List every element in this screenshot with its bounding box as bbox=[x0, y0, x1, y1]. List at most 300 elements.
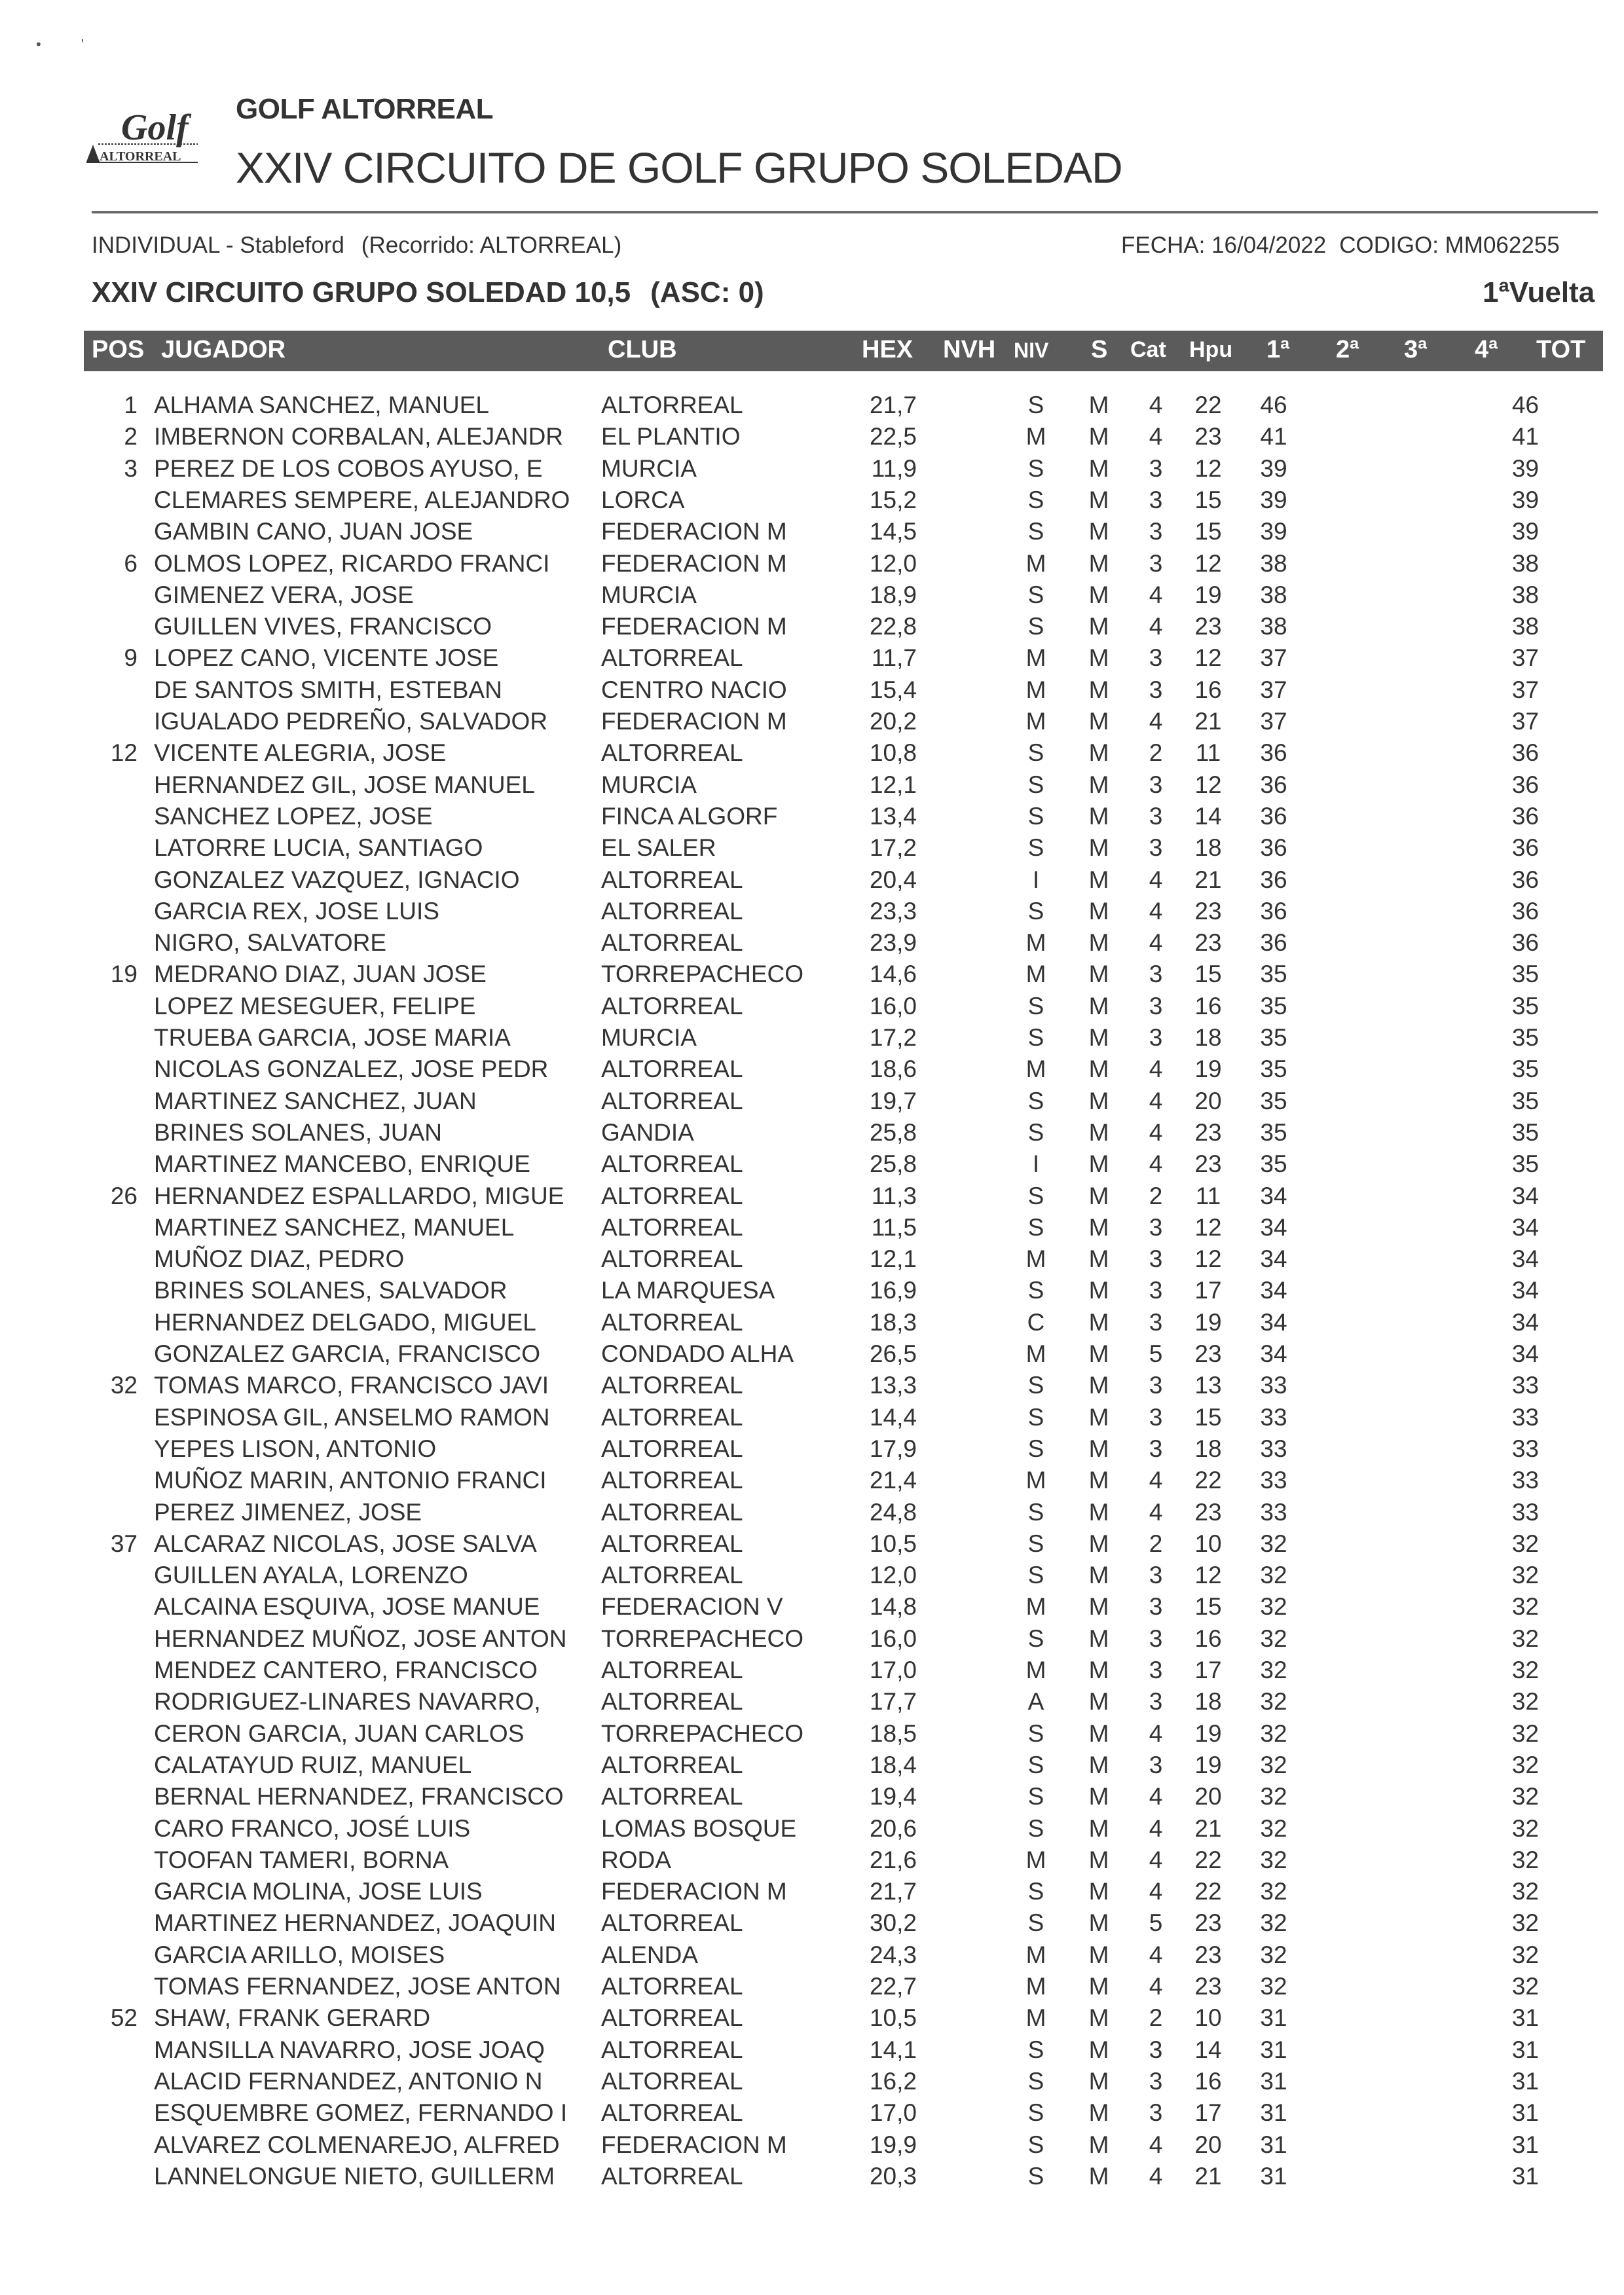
category: 3 bbox=[1149, 1245, 1163, 1273]
playing-handicap: 16 bbox=[1194, 992, 1222, 1019]
player-club: ALTORREAL bbox=[601, 644, 743, 672]
playing-handicap: 17 bbox=[1194, 1277, 1222, 1304]
handicap-exact: 10,5 bbox=[869, 2004, 917, 2032]
round-1-score: 33 bbox=[1260, 1498, 1287, 1526]
sex: M bbox=[1088, 518, 1109, 545]
level: M bbox=[1025, 644, 1046, 672]
playing-handicap: 23 bbox=[1194, 1118, 1222, 1146]
playing-handicap: 12 bbox=[1194, 549, 1222, 577]
player-club: ALTORREAL bbox=[601, 1087, 743, 1114]
sex: M bbox=[1088, 929, 1109, 957]
sex: M bbox=[1088, 2099, 1109, 2127]
player-name: MARTINEZ SANCHEZ, MANUEL bbox=[154, 1213, 515, 1241]
category: 4 bbox=[1149, 1878, 1163, 1905]
table-row bbox=[0, 961, 1624, 992]
handicap-exact: 11,9 bbox=[871, 454, 917, 482]
playing-handicap: 21 bbox=[1194, 708, 1222, 735]
round-1-score: 39 bbox=[1260, 518, 1287, 545]
total-score: 32 bbox=[1511, 1878, 1539, 1905]
table-row bbox=[0, 1183, 1624, 1214]
handicap-exact: 17,9 bbox=[869, 1435, 917, 1462]
col-r1: 1ª bbox=[1266, 336, 1290, 363]
handicap-exact: 21,6 bbox=[869, 1846, 917, 1873]
player-club: ALTORREAL bbox=[601, 1403, 743, 1431]
level: S bbox=[1027, 802, 1044, 830]
sex: M bbox=[1088, 1087, 1109, 1114]
total-score: 32 bbox=[1511, 1814, 1539, 1842]
player-name: ALACID FERNANDEZ, ANTONIO N bbox=[154, 2067, 543, 2095]
playing-handicap: 18 bbox=[1194, 1688, 1222, 1716]
level: S bbox=[1027, 1751, 1044, 1778]
playing-handicap: 12 bbox=[1194, 1213, 1222, 1241]
handicap-exact: 19,9 bbox=[869, 2131, 917, 2158]
player-club: CENTRO NACIO bbox=[601, 676, 787, 703]
player-club: ALTORREAL bbox=[601, 866, 743, 893]
table-row bbox=[0, 1372, 1624, 1403]
table-row bbox=[0, 771, 1624, 803]
round-1-score: 36 bbox=[1260, 929, 1287, 957]
club-name: GOLF ALTORREAL bbox=[236, 93, 494, 125]
player-name: TRUEBA GARCIA, JOSE MARIA bbox=[154, 1024, 511, 1051]
sex: M bbox=[1088, 1150, 1109, 1178]
player-name: GAMBIN CANO, JUAN JOSE bbox=[154, 518, 473, 545]
handicap-exact: 18,6 bbox=[869, 1056, 917, 1083]
sex: M bbox=[1088, 1245, 1109, 1273]
level: S bbox=[1027, 1182, 1044, 1209]
category: 3 bbox=[1149, 454, 1163, 482]
round-1-score: 32 bbox=[1260, 1593, 1287, 1621]
level: S bbox=[1027, 1213, 1044, 1241]
table-row bbox=[0, 1119, 1624, 1150]
col-r2: 2ª bbox=[1336, 336, 1359, 363]
total-score: 34 bbox=[1511, 1277, 1539, 1304]
level: S bbox=[1027, 1530, 1044, 1557]
total-score: 36 bbox=[1511, 929, 1539, 957]
total-score: 32 bbox=[1511, 1719, 1539, 1747]
table-row bbox=[0, 1625, 1624, 1657]
player-name: GIMENEZ VERA, JOSE bbox=[154, 581, 414, 608]
playing-handicap: 23 bbox=[1194, 897, 1222, 925]
player-name: NICOLAS GONZALEZ, JOSE PEDR bbox=[154, 1056, 549, 1083]
level: S bbox=[1027, 1024, 1044, 1051]
player-club: EL PLANTIO bbox=[601, 423, 741, 450]
level: S bbox=[1027, 1403, 1044, 1431]
round-1-score: 38 bbox=[1260, 549, 1287, 577]
sex: M bbox=[1088, 1719, 1109, 1747]
playing-handicap: 22 bbox=[1194, 1846, 1222, 1873]
total-score: 33 bbox=[1511, 1403, 1539, 1431]
playing-handicap: 13 bbox=[1194, 1372, 1222, 1399]
player-club: FINCA ALGORF bbox=[601, 802, 778, 830]
sex: M bbox=[1088, 486, 1109, 513]
player-name: MARTINEZ MANCEBO, ENRIQUE bbox=[154, 1150, 530, 1178]
sex: M bbox=[1088, 1973, 1109, 2000]
handicap-exact: 15,4 bbox=[869, 676, 917, 703]
category: 4 bbox=[1149, 1467, 1163, 1494]
player-name: SHAW, FRANK GERARD bbox=[154, 2004, 431, 2032]
round-1-score: 37 bbox=[1260, 644, 1287, 672]
total-score: 32 bbox=[1511, 1751, 1539, 1778]
round-1-score: 34 bbox=[1260, 1213, 1287, 1241]
level: S bbox=[1027, 1435, 1044, 1462]
total-score: 31 bbox=[1511, 2131, 1539, 2158]
category: 3 bbox=[1149, 1657, 1163, 1683]
level: M bbox=[1025, 1973, 1046, 2000]
round-1-score: 33 bbox=[1260, 1467, 1287, 1494]
round-1-score: 33 bbox=[1260, 1403, 1287, 1431]
position: 6 bbox=[124, 549, 138, 577]
table-row bbox=[0, 1909, 1624, 1941]
player-name: HERNANDEZ MUÑOZ, JOSE ANTON bbox=[154, 1625, 567, 1652]
total-score: 32 bbox=[1511, 1593, 1539, 1621]
sex: M bbox=[1088, 581, 1109, 608]
table-row bbox=[0, 2004, 1624, 2036]
table-row bbox=[0, 1720, 1624, 1752]
sex: M bbox=[1088, 1657, 1109, 1683]
handicap-exact: 18,5 bbox=[869, 1719, 917, 1747]
level: M bbox=[1025, 929, 1046, 957]
round-1-score: 32 bbox=[1260, 1878, 1287, 1905]
svg-text:Golf: Golf bbox=[121, 107, 189, 148]
sex: M bbox=[1088, 2162, 1109, 2190]
table-row bbox=[0, 929, 1624, 961]
category: 3 bbox=[1149, 1562, 1163, 1589]
handicap-exact: 17,7 bbox=[869, 1688, 917, 1716]
player-club: ALTORREAL bbox=[601, 1909, 743, 1937]
player-club: FEDERACION M bbox=[601, 1878, 787, 1905]
level: M bbox=[1025, 1056, 1046, 1083]
table-row bbox=[0, 1340, 1624, 1372]
handicap-exact: 21,7 bbox=[869, 392, 917, 418]
category: 4 bbox=[1149, 1498, 1163, 1526]
player-club: ALTORREAL bbox=[601, 1467, 743, 1494]
player-club: ALTORREAL bbox=[601, 2099, 743, 2127]
handicap-exact: 10,5 bbox=[869, 1530, 917, 1557]
sex: M bbox=[1088, 708, 1109, 735]
table-row bbox=[0, 2131, 1624, 2163]
player-club: ALTORREAL bbox=[601, 2162, 743, 2190]
total-score: 38 bbox=[1511, 581, 1539, 608]
table-row bbox=[0, 1404, 1624, 1435]
playing-handicap: 12 bbox=[1194, 1562, 1222, 1589]
category: 3 bbox=[1149, 1688, 1163, 1716]
total-score: 35 bbox=[1511, 1118, 1539, 1146]
sex: M bbox=[1088, 1403, 1109, 1431]
category: 3 bbox=[1149, 834, 1163, 862]
player-club: ALTORREAL bbox=[601, 1435, 743, 1462]
player-club: ALTORREAL bbox=[601, 1530, 743, 1557]
handicap-exact: 20,2 bbox=[869, 708, 917, 735]
table-row bbox=[0, 1056, 1624, 1087]
player-club: LOMAS BOSQUE bbox=[601, 1814, 797, 1842]
player-club: MURCIA bbox=[601, 454, 697, 482]
category: 2 bbox=[1149, 1530, 1163, 1557]
handicap-exact: 11,3 bbox=[871, 1182, 917, 1209]
category: 3 bbox=[1149, 1435, 1163, 1462]
table-row bbox=[0, 455, 1624, 487]
round-1-score: 34 bbox=[1260, 1182, 1287, 1209]
total-score: 31 bbox=[1511, 2036, 1539, 2063]
player-club: ALTORREAL bbox=[601, 1056, 743, 1083]
level: S bbox=[1027, 1625, 1044, 1652]
handicap-exact: 26,5 bbox=[869, 1340, 917, 1367]
category: 4 bbox=[1149, 2162, 1163, 2190]
competition-format bbox=[92, 232, 621, 259]
category: 3 bbox=[1149, 992, 1163, 1019]
total-score: 35 bbox=[1511, 1024, 1539, 1051]
table-row bbox=[0, 1435, 1624, 1467]
playing-handicap: 15 bbox=[1194, 1403, 1222, 1431]
player-name: HERNANDEZ DELGADO, MIGUEL bbox=[154, 1308, 536, 1336]
round-1-score: 36 bbox=[1260, 897, 1287, 925]
position: 9 bbox=[124, 644, 138, 672]
table-row bbox=[0, 644, 1624, 676]
subtitle-text: XXIV CIRCUITO GRUPO SOLEDAD 10,5 bbox=[92, 276, 631, 308]
table-row bbox=[0, 739, 1624, 771]
handicap-exact: 17,2 bbox=[869, 834, 917, 862]
sex: M bbox=[1088, 549, 1109, 577]
total-score: 32 bbox=[1511, 1973, 1539, 2000]
sex: M bbox=[1088, 1530, 1109, 1557]
player-club: ALTORREAL bbox=[601, 1182, 743, 1209]
playing-handicap: 23 bbox=[1194, 423, 1222, 450]
category: 4 bbox=[1149, 581, 1163, 608]
player-name: ALVAREZ COLMENAREJO, ALFRED bbox=[154, 2131, 560, 2158]
playing-handicap: 11 bbox=[1195, 1182, 1221, 1209]
player-name: BERNAL HERNANDEZ, FRANCISCO bbox=[154, 1783, 564, 1810]
level: M bbox=[1025, 423, 1046, 450]
total-score: 31 bbox=[1511, 2004, 1539, 2032]
sex: M bbox=[1088, 613, 1109, 640]
playing-handicap: 21 bbox=[1194, 866, 1222, 893]
level: A bbox=[1027, 1688, 1044, 1716]
playing-handicap: 23 bbox=[1194, 1340, 1222, 1367]
round-1-score: 35 bbox=[1260, 1118, 1287, 1146]
col-s: S bbox=[1091, 336, 1108, 363]
round-1-score: 32 bbox=[1260, 1751, 1287, 1778]
table-row bbox=[0, 550, 1624, 581]
category: 3 bbox=[1149, 1403, 1163, 1431]
handicap-exact: 24,8 bbox=[869, 1498, 917, 1526]
player-name: MANSILLA NAVARRO, JOSE JOAQ bbox=[154, 2036, 545, 2063]
total-score: 36 bbox=[1511, 771, 1539, 798]
sex: M bbox=[1088, 423, 1109, 450]
handicap-exact: 16,0 bbox=[869, 992, 917, 1019]
playing-handicap: 12 bbox=[1194, 1245, 1222, 1273]
category: 4 bbox=[1149, 929, 1163, 957]
total-score: 32 bbox=[1511, 1909, 1539, 1937]
player-club: FEDERACION M bbox=[601, 549, 787, 577]
player-club: FEDERACION M bbox=[601, 518, 787, 545]
col-hex: HEX bbox=[862, 336, 913, 363]
category: 3 bbox=[1149, 802, 1163, 830]
category: 4 bbox=[1149, 1087, 1163, 1114]
handicap-exact: 25,8 bbox=[869, 1150, 917, 1178]
level: S bbox=[1027, 1118, 1044, 1146]
table-row bbox=[0, 1024, 1624, 1056]
table-row bbox=[0, 2036, 1624, 2068]
player-club: ALTORREAL bbox=[601, 1657, 743, 1683]
sex: M bbox=[1088, 802, 1109, 830]
round-1-score: 34 bbox=[1260, 1245, 1287, 1273]
sex: M bbox=[1088, 676, 1109, 703]
col-pos: POS bbox=[92, 336, 145, 363]
category: 3 bbox=[1149, 2067, 1163, 2095]
level: S bbox=[1027, 992, 1044, 1019]
player-club: ALTORREAL bbox=[601, 1150, 743, 1178]
category: 4 bbox=[1149, 392, 1163, 418]
sex: M bbox=[1088, 2004, 1109, 2032]
player-name: NIGRO, SALVATORE bbox=[154, 929, 387, 957]
playing-handicap: 11 bbox=[1195, 739, 1221, 767]
level: M bbox=[1025, 676, 1046, 703]
sex: M bbox=[1088, 1751, 1109, 1778]
handicap-exact: 21,4 bbox=[869, 1467, 917, 1494]
category: 3 bbox=[1149, 644, 1163, 672]
handicap-exact: 12,0 bbox=[869, 549, 917, 577]
round-1-score: 33 bbox=[1260, 1435, 1287, 1462]
playing-handicap: 23 bbox=[1194, 1909, 1222, 1937]
sex: M bbox=[1088, 961, 1109, 988]
round-1-score: 32 bbox=[1260, 1941, 1287, 1968]
playing-handicap: 23 bbox=[1194, 929, 1222, 957]
player-name: GONZALEZ VAZQUEZ, IGNACIO bbox=[154, 866, 520, 893]
player-name: CLEMARES SEMPERE, ALEJANDRO bbox=[154, 486, 570, 513]
sex: M bbox=[1088, 1182, 1109, 1209]
round-1-score: 32 bbox=[1260, 1625, 1287, 1652]
category: 3 bbox=[1149, 1372, 1163, 1399]
player-name: GUILLEN VIVES, FRANCISCO bbox=[154, 613, 492, 640]
col-jugador: JUGADOR bbox=[161, 336, 286, 363]
player-club: LORCA bbox=[601, 486, 685, 513]
player-name: TOOFAN TAMERI, BORNA bbox=[154, 1846, 449, 1873]
total-score: 31 bbox=[1511, 2099, 1539, 2127]
sex: M bbox=[1088, 1498, 1109, 1526]
handicap-exact: 13,4 bbox=[869, 802, 917, 830]
level: M bbox=[1025, 1657, 1046, 1683]
player-club: ALTORREAL bbox=[601, 2036, 743, 2063]
round-1-score: 38 bbox=[1260, 581, 1287, 608]
player-club: MURCIA bbox=[601, 581, 697, 608]
playing-handicap: 15 bbox=[1194, 1593, 1222, 1621]
playing-handicap: 16 bbox=[1194, 2067, 1222, 2095]
category: 4 bbox=[1149, 1814, 1163, 1842]
round-1-score: 41 bbox=[1260, 423, 1287, 450]
total-score: 34 bbox=[1511, 1213, 1539, 1241]
round-1-score: 34 bbox=[1260, 1340, 1287, 1367]
category: 2 bbox=[1149, 2004, 1163, 2032]
handicap-exact: 15,2 bbox=[869, 486, 917, 513]
sex: M bbox=[1088, 1213, 1109, 1241]
playing-handicap: 23 bbox=[1194, 613, 1222, 640]
category: 4 bbox=[1149, 2131, 1163, 2158]
player-name: SANCHEZ LOPEZ, JOSE bbox=[154, 802, 433, 830]
handicap-exact: 12,0 bbox=[869, 1562, 917, 1589]
handicap-exact: 16,0 bbox=[869, 1625, 917, 1652]
table-row bbox=[0, 1593, 1624, 1625]
category: 4 bbox=[1149, 1973, 1163, 2000]
handicap-exact: 11,5 bbox=[871, 1213, 917, 1241]
table-row bbox=[0, 1214, 1624, 1245]
table-row bbox=[0, 2099, 1624, 2131]
player-name: IMBERNON CORBALAN, ALEJANDR bbox=[154, 423, 564, 450]
player-club: ALTORREAL bbox=[601, 929, 743, 957]
handicap-exact: 22,7 bbox=[869, 1973, 917, 2000]
round-1-score: 36 bbox=[1260, 739, 1287, 767]
round-1-score: 31 bbox=[1260, 2004, 1287, 2032]
col-niv: NIV bbox=[1014, 339, 1049, 362]
col-cat: Cat bbox=[1130, 337, 1166, 362]
total-score: 34 bbox=[1511, 1308, 1539, 1336]
sex: M bbox=[1088, 1277, 1109, 1304]
category: 4 bbox=[1149, 1783, 1163, 1810]
player-name: DE SANTOS SMITH, ESTEBAN bbox=[154, 676, 502, 703]
round-1-score: 34 bbox=[1260, 1308, 1287, 1336]
table-row bbox=[0, 2068, 1624, 2099]
player-club: FEDERACION M bbox=[601, 708, 787, 735]
round-label: 1ªVuelta bbox=[1483, 276, 1595, 308]
position: 2 bbox=[124, 423, 138, 450]
competition-subtitle bbox=[92, 276, 764, 309]
category: 2 bbox=[1149, 1182, 1163, 1209]
playing-handicap: 23 bbox=[1194, 1498, 1222, 1526]
total-score: 35 bbox=[1511, 1087, 1539, 1114]
playing-handicap: 12 bbox=[1194, 454, 1222, 482]
handicap-exact: 25,8 bbox=[869, 1118, 917, 1146]
category: 4 bbox=[1149, 1846, 1163, 1873]
handicap-exact: 14,5 bbox=[869, 518, 917, 545]
playing-handicap: 15 bbox=[1194, 961, 1222, 988]
table-row bbox=[0, 834, 1624, 866]
sex: M bbox=[1088, 866, 1109, 893]
playing-handicap: 21 bbox=[1194, 2162, 1222, 2190]
handicap-exact: 18,4 bbox=[869, 1751, 917, 1778]
table-row bbox=[0, 581, 1624, 613]
playing-handicap: 10 bbox=[1194, 2004, 1222, 2032]
player-club: CONDADO ALHA bbox=[601, 1340, 794, 1367]
table-row bbox=[0, 1783, 1624, 1814]
level: S bbox=[1027, 2036, 1044, 2063]
round-1-score: 31 bbox=[1260, 2067, 1287, 2095]
sex: M bbox=[1088, 1625, 1109, 1652]
player-club: ALTORREAL bbox=[601, 1372, 743, 1399]
round-1-score: 37 bbox=[1260, 676, 1287, 703]
round-1-score: 37 bbox=[1260, 708, 1287, 735]
round-1-score: 32 bbox=[1260, 1657, 1287, 1683]
level: S bbox=[1027, 2067, 1044, 2095]
player-name: ESQUEMBRE GOMEZ, FERNANDO I bbox=[154, 2099, 568, 2127]
sex: M bbox=[1088, 454, 1109, 482]
handicap-exact: 23,9 bbox=[869, 929, 917, 957]
playing-handicap: 22 bbox=[1194, 1467, 1222, 1494]
player-name: ESPINOSA GIL, ANSELMO RAMON bbox=[154, 1403, 550, 1431]
category: 3 bbox=[1149, 486, 1163, 513]
round-1-score: 34 bbox=[1260, 1277, 1287, 1304]
category: 3 bbox=[1149, 1751, 1163, 1778]
round-1-score: 32 bbox=[1260, 1688, 1287, 1716]
category: 3 bbox=[1149, 2099, 1163, 2127]
player-club: ALTORREAL bbox=[601, 1498, 743, 1526]
handicap-exact: 22,8 bbox=[869, 613, 917, 640]
playing-handicap: 23 bbox=[1194, 1941, 1222, 1968]
player-name: BRINES SOLANES, JUAN bbox=[154, 1118, 443, 1146]
sex: M bbox=[1088, 392, 1109, 418]
category: 4 bbox=[1149, 1941, 1163, 1968]
player-club: TORREPACHECO bbox=[601, 1719, 804, 1747]
sex: M bbox=[1088, 1909, 1109, 1937]
level: S bbox=[1027, 897, 1044, 925]
position: 32 bbox=[110, 1372, 138, 1399]
